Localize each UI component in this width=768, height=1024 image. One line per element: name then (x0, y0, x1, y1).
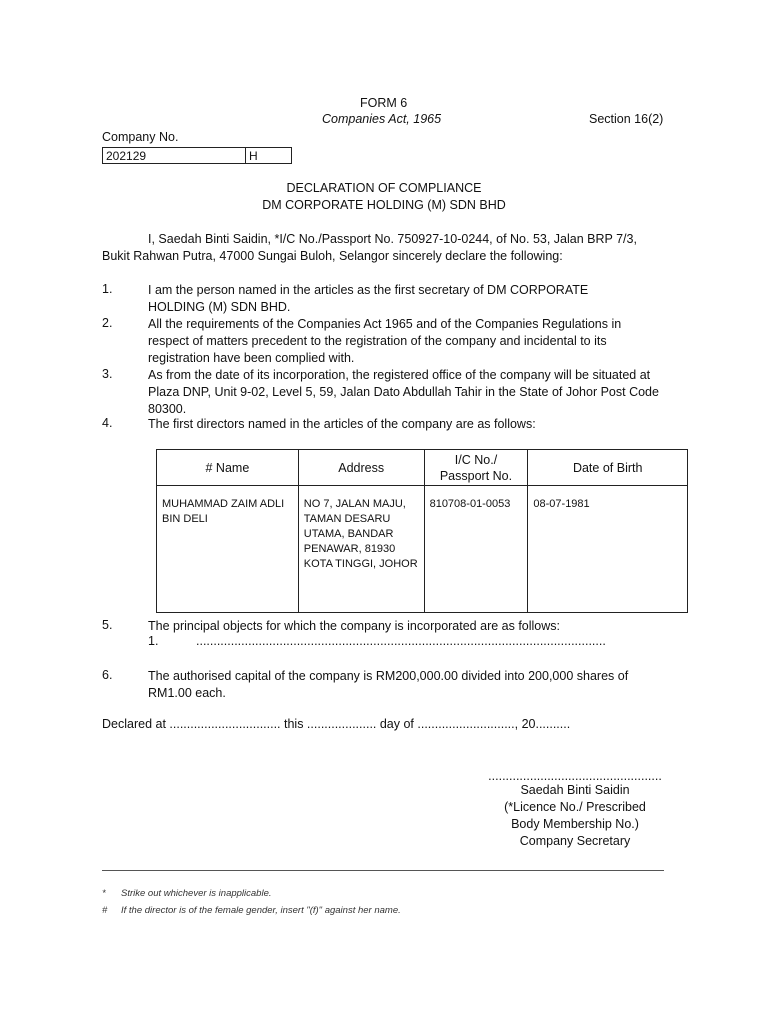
company-suffix-field: H (245, 147, 292, 164)
declared-line: Declared at ................................ this .................... day of ............................, 20.......... (102, 717, 571, 731)
signatory-name: Saedah Binti Saidin (520, 783, 630, 797)
item-number: 6. (102, 668, 113, 682)
sub-item-dots: ...................................................................................................................... (196, 634, 606, 648)
item-text: The first directors named in the articles of the company are as follows: (148, 417, 536, 431)
director-name: MUHAMMAD ZAIM ADLI BIN DELI (157, 486, 299, 613)
header-name: # Name (157, 450, 299, 486)
company-no-label: Company No. (102, 130, 179, 144)
item-text: All the requirements of the Companies Act 1965 and of the Companies Regulations in respect of matters precedent to the registration of the company and incidental to its registration have been complied with. (148, 317, 622, 365)
signatory-role: Company Secretary (519, 834, 631, 848)
intro-line-2: Bukit Rahwan Putra, 47000 Sungai Buloh, Selangor sincerely declare the following: (102, 249, 563, 263)
item-text: As from the date of its incorporation, the registered office of the company will be situated at Plaza DNP, Unit 9-02, Level 5, 59, Jalan Dato Abdullah Tahir in the State of Johor Post Code 80300. (148, 368, 659, 416)
footnote-text: Strike out whichever is inapplicable. (121, 888, 272, 899)
footnote-text: If the director is of the female gender, insert "(f)" against her name. (121, 905, 401, 916)
licence-line-2: Body Membership No.) (511, 817, 639, 831)
declaration-title: DECLARATION OF COMPLIANCE (286, 181, 482, 195)
item-text: I am the person named in the articles as the first secretary of DM CORPORATE HOLDING (M) SDN BHD. (148, 283, 589, 314)
table-header-row (157, 450, 688, 486)
director-ic: 810708-01-0053 (424, 486, 528, 613)
intro-line-1: I, Saedah Binti Saidin, *I/C No./Passport No. 750927-10-0244, of No. 53, Jalan BRP 7/3, (148, 232, 637, 246)
licence-line-1: (*Licence No./ Prescribed (504, 800, 646, 814)
header-address: Address (298, 450, 424, 486)
item-number: 5. (102, 618, 113, 632)
act-title: Companies Act, 1965 (322, 112, 442, 126)
table-row (157, 486, 688, 613)
director-dob: 08-07-1981 (528, 486, 688, 613)
item-number: 3. (102, 367, 113, 381)
company-name: DM CORPORATE HOLDING (M) SDN BHD (262, 198, 506, 212)
item-text: The principal objects for which the company is incorporated are as follows: (148, 619, 561, 633)
footnote-mark: * (102, 888, 106, 899)
item-number: 2. (102, 316, 113, 330)
director-address: NO 7, JALAN MAJU, TAMAN DESARU UTAMA, BANDAR PENAWAR, 81930 KOTA TINGGI, JOHOR (298, 486, 424, 613)
item-number: 4. (102, 416, 113, 430)
directors-table (156, 449, 688, 613)
signature-line: .................................................. (488, 769, 662, 783)
footnote-mark: # (102, 905, 108, 916)
header-dob: Date of Birth (528, 450, 688, 486)
item-text: The authorised capital of the company is RM200,000.00 divided into 200,000 shares of RM1.00 each. (148, 669, 629, 700)
sub-item-number: 1. (148, 634, 159, 648)
company-no-field: 202129 (102, 147, 246, 164)
form-title: FORM 6 (360, 96, 408, 110)
section-ref: Section 16(2) (589, 112, 664, 126)
footnote-divider (102, 870, 664, 871)
item-number: 1. (102, 282, 113, 296)
header-ic: I/C No./ Passport No. (424, 450, 528, 486)
